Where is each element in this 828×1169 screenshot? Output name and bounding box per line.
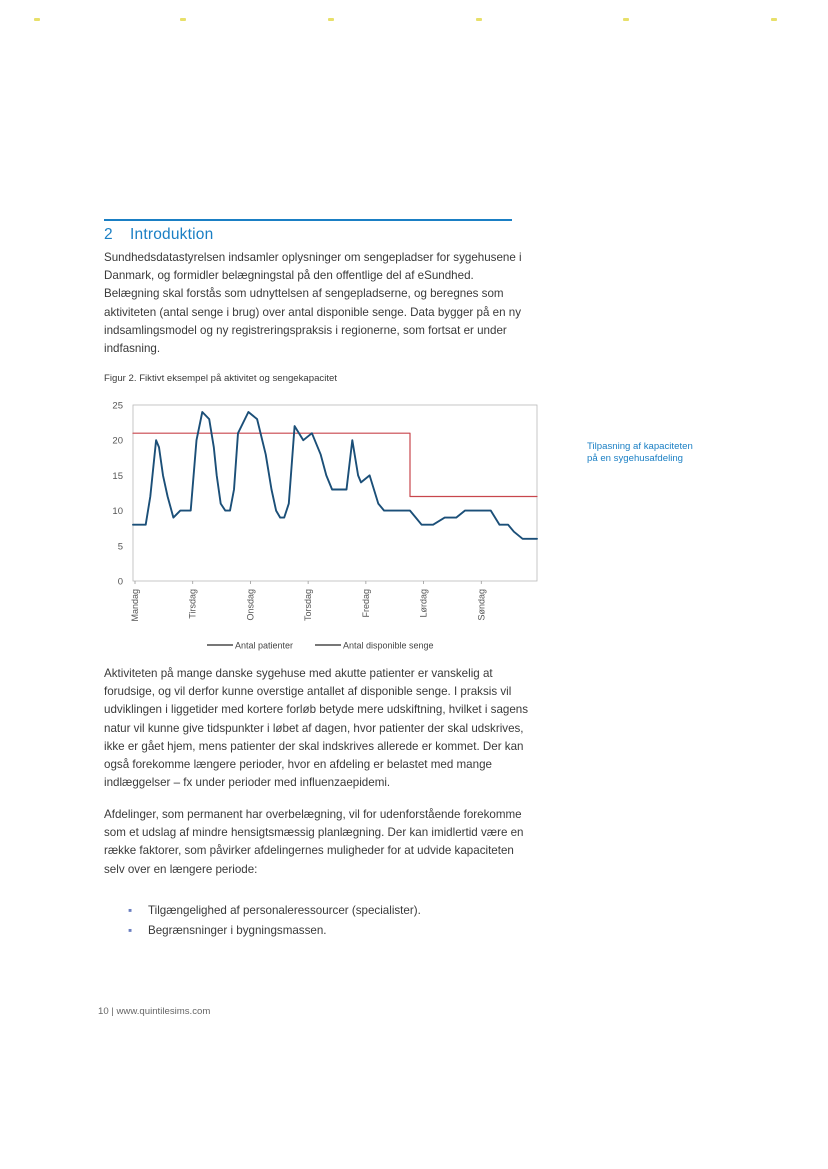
edge-mark — [476, 18, 482, 21]
page-footer: 10 | www.quintilesims.com — [98, 1006, 211, 1017]
chart — [100, 392, 550, 662]
x-tick-label: Torsdag — [303, 589, 314, 622]
x-tick-label: Søndag — [476, 589, 487, 621]
list-item-text: Tilgængelighed af personaleressourcer (specialister). — [148, 904, 421, 917]
edge-mark — [623, 18, 629, 21]
edge-mark — [180, 18, 186, 21]
bullet-icon: ▪ — [128, 924, 133, 937]
patients-line — [133, 412, 537, 539]
figure-side-note: Tilpasning af kapaciteten på en sygehusafdeling — [587, 441, 693, 464]
bullet-icon: ▪ — [128, 904, 133, 917]
legend-label: Antal patienter — [235, 640, 294, 651]
y-tick-label: 20 — [112, 435, 123, 447]
section-number: 2 — [104, 226, 113, 243]
plot-frame — [133, 405, 537, 581]
x-tick-label: Fredag — [360, 589, 371, 618]
x-tick-label: Tirsdag — [187, 589, 198, 619]
section-title: Introduktion — [130, 226, 214, 243]
figure-caption: Figur 2. Fiktivt eksempel på aktivitet og sengekapacitet — [104, 373, 338, 384]
x-tick-label: Mandag — [130, 589, 140, 622]
edge-mark — [328, 18, 334, 21]
section-rule — [104, 219, 512, 221]
list-item — [120, 901, 421, 921]
list-item — [120, 921, 421, 941]
edge-mark — [34, 18, 40, 21]
chart-svg — [100, 392, 550, 662]
section-heading — [104, 226, 213, 244]
factor-list — [120, 901, 421, 941]
activity-paragraph: Aktiviteten på mange danske sygehuse med akutte patienter er vanskelig at forudsige, og vil derfor kunne overstige antallet af disponible senge. I praksis vil udviklingen i liggetider med kortere forløb betyde mere udskiftning, hvilket i sagens natur vil kunne give tidspunkter i løbet af dagen, hvor patienter der skal udskrives, ikke er gået hjem, mens patienter der skal indskrives allerede er kommet. Der kan også forekomme længere perioder, hvor en afdeling er belastet med mange indlæggelser – fx under perioder med influenzaepidemi. — [104, 667, 529, 790]
page-edge-marks — [28, 18, 788, 26]
y-tick-label: 10 — [112, 506, 123, 518]
x-tick-label: Lørdag — [418, 589, 429, 618]
y-tick-label: 5 — [117, 541, 123, 553]
edge-mark — [771, 18, 777, 21]
legend-label: Antal disponible senge — [343, 640, 434, 651]
y-tick-label: 0 — [117, 576, 123, 588]
departments-paragraph: Afdelinger, som permanent har overbelægning, vil for udenforstående forekomme som et udslag af mindre hensigtsmæssig planlægning. Der kan imidlertid være en række faktorer, som påvirker afdelingernes muligheder for at udvide kapaciteten selv over en længere periode: — [104, 808, 524, 876]
x-tick-label: Onsdag — [245, 589, 256, 621]
y-tick-label: 15 — [112, 470, 123, 482]
list-item-text: Begrænsninger i bygningsmassen. — [148, 924, 327, 937]
y-tick-label: 25 — [112, 400, 123, 412]
intro-paragraph: Sundhedsdatastyrelsen indsamler oplysninger om sengepladser for sygehusene i Danmark, og formidler belægningstal på den offentlige del af eSundhed. Belægning skal forstås som udnyttelsen af sengepladserne, og beregnes som aktiviteten (antal senge i brug) over antal disponible senge. Data bygger på en ny indsamlingsmodel og ny registreringspraksis i regionerne, som fortsat er under indfasning. — [104, 251, 522, 356]
